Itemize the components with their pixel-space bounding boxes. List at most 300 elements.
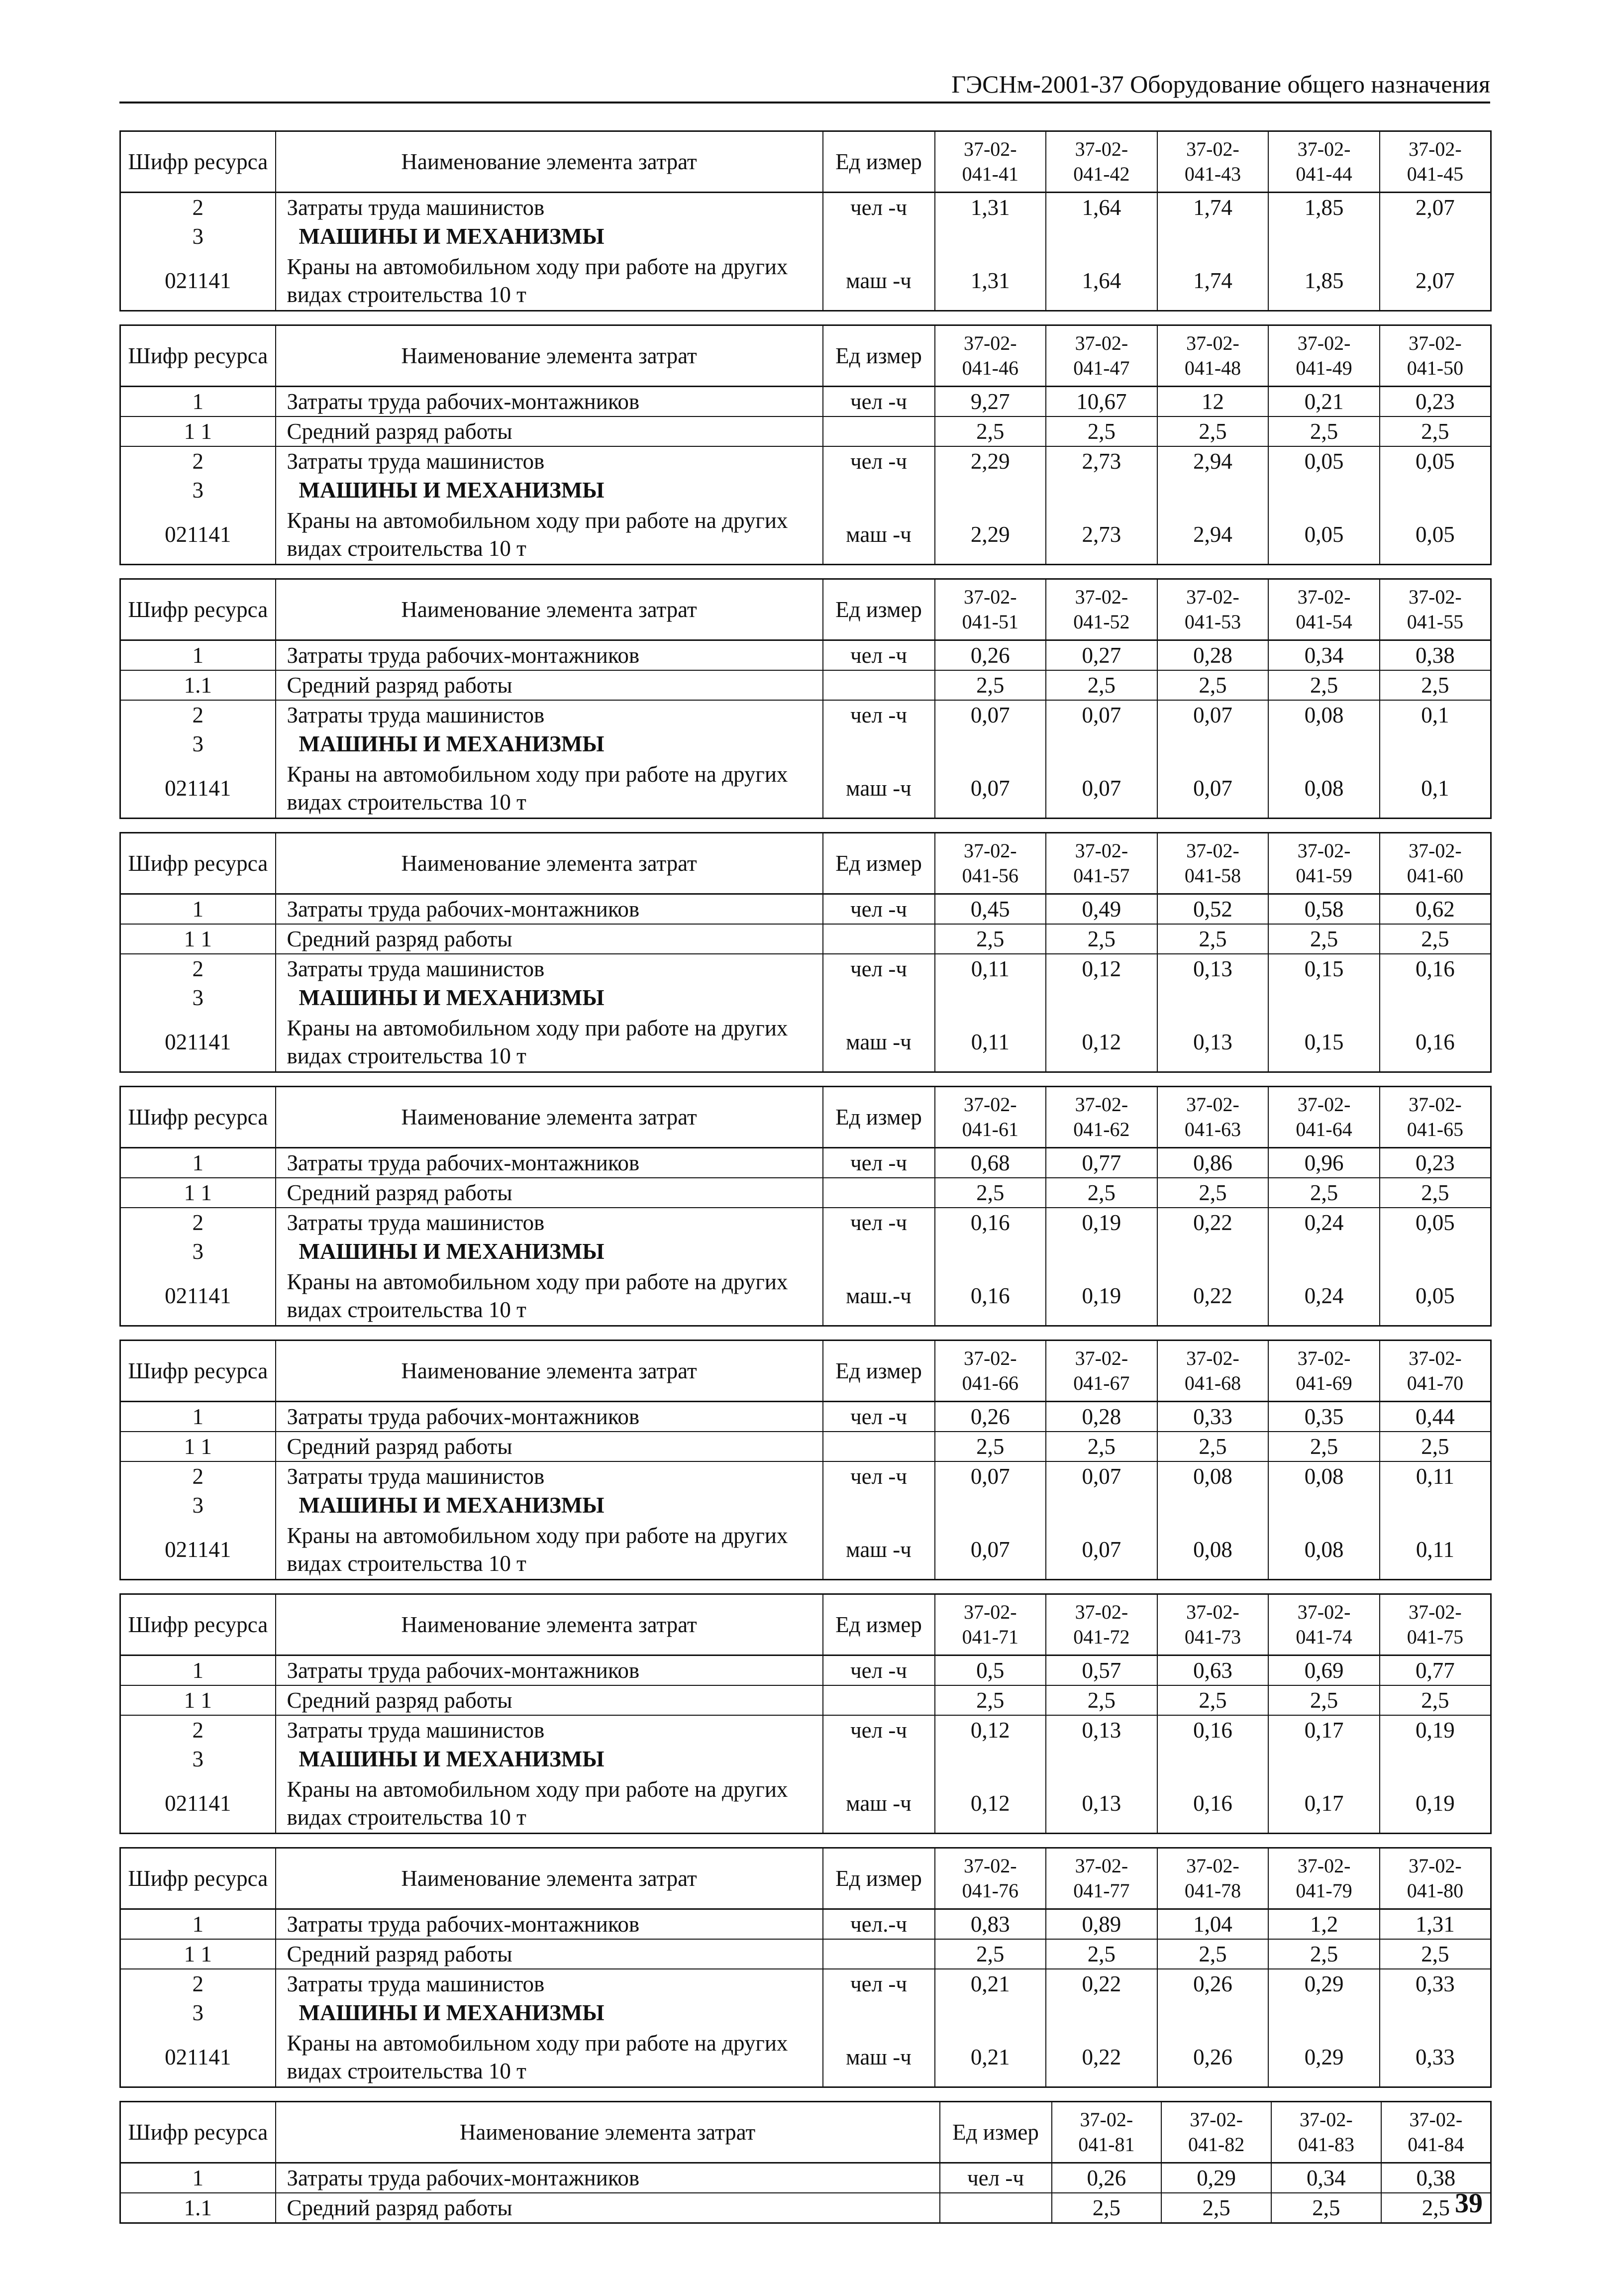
machine-row [120, 505, 1491, 565]
row-value: 0,13 [1046, 1715, 1157, 1745]
row-code: 021141 [120, 2027, 276, 2087]
header-name-label: Наименование элемента затрат [276, 833, 823, 894]
row-unit: чел -ч [823, 954, 935, 983]
row-value: 1,31 [935, 193, 1046, 222]
row-unit: чел -ч [823, 1715, 935, 1745]
row-value: 2,5 [1380, 924, 1491, 954]
norm-code-suffix: 041-60 [1407, 864, 1464, 887]
header-norm-code [1380, 131, 1491, 193]
table-row [120, 1685, 1491, 1715]
header-name-label: Наименование элемента затрат [276, 325, 823, 387]
norm-code-prefix: 37-02- [963, 1347, 1017, 1369]
row-name: Средний разряд работы [276, 670, 823, 700]
machine-row [120, 758, 1491, 819]
table-header-row [120, 131, 1491, 193]
resource-table [119, 832, 1492, 1073]
norm-code-prefix: 37-02- [963, 138, 1017, 160]
row-value: 2,5 [1046, 924, 1157, 954]
norm-code-suffix: 041-71 [962, 1626, 1018, 1648]
row-unit [823, 416, 935, 446]
row-value: 0,26 [1157, 1969, 1269, 1998]
running-header: ГЭСНм-2001-37 Оборудование общего назначения [951, 70, 1490, 98]
norm-code-suffix: 041-42 [1073, 163, 1130, 185]
row-code: 1 1 [120, 1432, 276, 1461]
table-header-row [120, 2102, 1491, 2163]
row-value [1380, 1237, 1491, 1266]
row-value: 2,5 [1381, 2193, 1491, 2223]
row-value: 9,27 [935, 387, 1046, 417]
row-value: 2,5 [1157, 924, 1269, 954]
row-value: 0,28 [1046, 1402, 1157, 1432]
header-norm-code [1046, 1594, 1157, 1655]
header-norm-code [1380, 1087, 1491, 1148]
row-value: 0,08 [1268, 758, 1380, 819]
header-norm-code [935, 1087, 1046, 1148]
row-value: 0,19 [1380, 1715, 1491, 1745]
row-value: 0,07 [1046, 1461, 1157, 1491]
row-value: 0,12 [935, 1773, 1046, 1834]
row-value: 0,05 [1268, 446, 1380, 476]
row-value: 1,2 [1268, 1909, 1380, 1940]
header-norm-code [1046, 325, 1157, 387]
norm-code-prefix: 37-02- [1075, 138, 1128, 160]
row-value [935, 729, 1046, 758]
row-unit: чел -ч [823, 1148, 935, 1178]
section-row [120, 1237, 1491, 1266]
row-code: 1.1 [120, 670, 276, 700]
norm-code-suffix: 041-47 [1073, 357, 1130, 379]
row-value: 0,26 [1157, 2027, 1269, 2087]
row-value: 2,5 [935, 670, 1046, 700]
row-value: 1,74 [1157, 251, 1269, 311]
norm-code-suffix: 041-77 [1073, 1879, 1130, 1902]
norm-code-prefix: 37-02- [1075, 839, 1128, 862]
row-value: 0,11 [1380, 1520, 1491, 1580]
row-unit [823, 1432, 935, 1461]
header-code-label: Шифр ресурса [120, 1087, 276, 1148]
norm-code-suffix: 041-46 [962, 357, 1018, 379]
row-unit: чел -ч [940, 2163, 1052, 2193]
row-unit [823, 1237, 935, 1266]
row-value [1046, 1237, 1157, 1266]
row-value: 1,74 [1157, 193, 1269, 222]
row-value: 2,5 [1046, 1432, 1157, 1461]
row-code: 2 [120, 954, 276, 983]
header-unit-label: Ед измер [940, 2102, 1052, 2163]
norm-code-prefix: 37-02- [1186, 839, 1239, 862]
row-name: Средний разряд работы [276, 1432, 823, 1461]
row-value [935, 1998, 1046, 2027]
header-norm-code [1052, 2102, 1162, 2163]
row-value: 0,15 [1268, 1012, 1380, 1072]
row-unit: чел -ч [823, 894, 935, 925]
row-name: МАШИНЫ И МЕХАНИЗМЫ [276, 476, 823, 505]
row-code: 2 [120, 446, 276, 476]
row-value: 2,73 [1046, 505, 1157, 565]
norm-code-suffix: 041-53 [1184, 611, 1241, 633]
row-name: Затраты труда машинистов [276, 1208, 823, 1237]
norm-code-prefix: 37-02- [1297, 1093, 1351, 1116]
header-code-label: Шифр ресурса [120, 833, 276, 894]
row-value: 1,31 [1380, 1909, 1491, 1940]
header-norm-code [1380, 1594, 1491, 1655]
row-unit [823, 1178, 935, 1208]
norm-code-suffix: 041-81 [1078, 2133, 1135, 2156]
row-value: 0,28 [1157, 640, 1269, 671]
row-value: 0,22 [1157, 1266, 1269, 1326]
row-value: 10,67 [1046, 387, 1157, 417]
row-unit: маш.-ч [823, 1266, 935, 1326]
row-value: 2,5 [1271, 2193, 1381, 2223]
table-row [120, 193, 1491, 222]
row-value: 0,22 [1046, 2027, 1157, 2087]
row-value: 0,12 [1046, 1012, 1157, 1072]
row-name: Затраты труда машинистов [276, 193, 823, 222]
table-row [120, 1939, 1491, 1969]
row-unit [823, 924, 935, 954]
table-row [120, 1655, 1491, 1686]
row-value: 0,08 [1157, 1461, 1269, 1491]
resource-table [119, 1086, 1492, 1327]
norm-code-suffix: 041-67 [1073, 1372, 1130, 1394]
row-value [1380, 983, 1491, 1012]
norm-code-prefix: 37-02- [1186, 586, 1239, 608]
row-value: 2,5 [1380, 1685, 1491, 1715]
row-value: 0,62 [1380, 894, 1491, 925]
table-header-row [120, 1848, 1491, 1909]
resource-table [119, 130, 1492, 311]
row-value: 0,19 [1046, 1266, 1157, 1326]
norm-code-prefix: 37-02- [1186, 138, 1239, 160]
row-value: 0,21 [1268, 387, 1380, 417]
row-value [1268, 476, 1380, 505]
row-code: 3 [120, 1745, 276, 1773]
row-value: 0,08 [1268, 700, 1380, 729]
row-code: 1 [120, 1655, 276, 1686]
row-value [1268, 729, 1380, 758]
norm-code-prefix: 37-02- [1409, 1347, 1462, 1369]
row-name: Краны на автомобильном ходу при работе на других видах строительства 10 т [276, 251, 823, 311]
row-value: 2,5 [1052, 2193, 1162, 2223]
row-value: 2,5 [935, 1939, 1046, 1969]
row-unit [823, 670, 935, 700]
row-name: Затраты труда рабочих-монтажников [276, 2163, 940, 2193]
row-name: Краны на автомобильном ходу при работе на других видах строительства 10 т [276, 1773, 823, 1834]
norm-code-prefix: 37-02- [1186, 1347, 1239, 1369]
table-header-row [120, 1594, 1491, 1655]
row-unit: чел -ч [823, 193, 935, 222]
row-code: 1 1 [120, 1939, 276, 1969]
table-row [120, 1402, 1491, 1432]
row-value: 0,33 [1157, 1402, 1269, 1432]
table-row [120, 387, 1491, 417]
row-value: 2,94 [1157, 446, 1269, 476]
row-value: 2,5 [935, 924, 1046, 954]
row-value [1268, 1491, 1380, 1520]
row-value: 0,13 [1157, 954, 1269, 983]
header-norm-code [1157, 1087, 1269, 1148]
row-code: 021141 [120, 1773, 276, 1834]
row-code: 1 [120, 387, 276, 417]
table-row [120, 2193, 1491, 2223]
row-value: 0,07 [935, 758, 1046, 819]
header-unit-label: Ед измер [823, 1594, 935, 1655]
norm-code-prefix: 37-02- [1409, 1855, 1462, 1877]
row-code: 1 1 [120, 1178, 276, 1208]
row-unit: чел -ч [823, 1208, 935, 1237]
row-unit: маш -ч [823, 758, 935, 819]
row-name: МАШИНЫ И МЕХАНИЗМЫ [276, 1237, 823, 1266]
row-value: 0,38 [1380, 640, 1491, 671]
norm-code-prefix: 37-02- [1075, 1601, 1128, 1623]
row-unit: чел.-ч [823, 1909, 935, 1940]
row-unit: чел -ч [823, 640, 935, 671]
norm-code-prefix: 37-02- [1186, 1601, 1239, 1623]
resource-table [119, 1340, 1492, 1580]
row-value [1157, 1491, 1269, 1520]
row-value [1380, 729, 1491, 758]
row-code: 3 [120, 1998, 276, 2027]
norm-code-prefix: 37-02- [1300, 2108, 1353, 2131]
row-code: 2 [120, 1208, 276, 1237]
row-name: Затраты труда рабочих-монтажников [276, 894, 823, 925]
row-value: 2,5 [1268, 670, 1380, 700]
row-value [1046, 222, 1157, 251]
row-value: 0,22 [1046, 1969, 1157, 1998]
header-norm-code [1046, 1341, 1157, 1402]
table-row [120, 1461, 1491, 1491]
row-code: 3 [120, 222, 276, 251]
row-value [1046, 983, 1157, 1012]
row-value: 1,31 [935, 251, 1046, 311]
row-value [1157, 983, 1269, 1012]
row-value [1380, 1745, 1491, 1773]
row-name: МАШИНЫ И МЕХАНИЗМЫ [276, 983, 823, 1012]
row-value: 0,23 [1380, 1148, 1491, 1178]
row-unit: маш -ч [823, 1520, 935, 1580]
norm-code-prefix: 37-02- [963, 332, 1017, 354]
row-value: 0,26 [1052, 2163, 1162, 2193]
row-value [1268, 1998, 1380, 2027]
header-norm-code [1046, 579, 1157, 640]
norm-code-prefix: 37-02- [963, 839, 1017, 862]
row-name: Затраты труда машинистов [276, 954, 823, 983]
page-number: 39 [1455, 2188, 1483, 2219]
row-unit: чел -ч [823, 700, 935, 729]
norm-code-prefix: 37-02- [1297, 586, 1351, 608]
row-value [1046, 1745, 1157, 1773]
norm-code-suffix: 041-45 [1407, 163, 1464, 185]
row-value: 2,5 [1268, 1178, 1380, 1208]
row-name: Затраты труда рабочих-монтажников [276, 1148, 823, 1178]
header-norm-code [1046, 833, 1157, 894]
row-name: Средний разряд работы [276, 1939, 823, 1969]
table-row [120, 640, 1491, 671]
header-code-label: Шифр ресурса [120, 2102, 276, 2163]
row-code: 1 [120, 1909, 276, 1940]
row-value: 2,5 [1380, 416, 1491, 446]
row-name: Средний разряд работы [276, 2193, 940, 2223]
row-value [1268, 222, 1380, 251]
header-norm-code [1381, 2102, 1491, 2163]
row-unit [823, 1939, 935, 1969]
row-name: МАШИНЫ И МЕХАНИЗМЫ [276, 1998, 823, 2027]
header-norm-code [1380, 833, 1491, 894]
table-row [120, 670, 1491, 700]
header-norm-code [1268, 325, 1380, 387]
row-value [935, 983, 1046, 1012]
row-value: 0,34 [1271, 2163, 1381, 2193]
norm-code-prefix: 37-02- [1297, 1601, 1351, 1623]
norm-code-prefix: 37-02- [1297, 839, 1351, 862]
row-name: Краны на автомобильном ходу при работе на других видах строительства 10 т [276, 505, 823, 565]
row-value: 2,5 [1157, 1939, 1269, 1969]
row-unit: маш -ч [823, 1012, 935, 1072]
row-value: 0,05 [1268, 505, 1380, 565]
row-unit [823, 983, 935, 1012]
table-row [120, 700, 1491, 729]
row-value: 0,17 [1268, 1773, 1380, 1834]
table-header-row [120, 325, 1491, 387]
row-value: 0,77 [1380, 1655, 1491, 1686]
row-unit [823, 1998, 935, 2027]
row-value: 0,16 [935, 1208, 1046, 1237]
header-norm-code [1046, 131, 1157, 193]
row-value: 0,07 [1157, 758, 1269, 819]
row-unit [823, 1745, 935, 1773]
row-name: МАШИНЫ И МЕХАНИЗМЫ [276, 1745, 823, 1773]
row-value: 2,07 [1380, 251, 1491, 311]
row-value [1268, 1237, 1380, 1266]
row-code: 1 [120, 894, 276, 925]
row-value: 12 [1157, 387, 1269, 417]
row-value: 0,68 [935, 1148, 1046, 1178]
row-value: 2,73 [1046, 446, 1157, 476]
section-row [120, 222, 1491, 251]
row-value: 0,29 [1268, 1969, 1380, 1998]
row-name: Затраты труда рабочих-монтажников [276, 1655, 823, 1686]
table-row [120, 894, 1491, 925]
row-value: 0,29 [1161, 2163, 1271, 2193]
row-value: 0,35 [1268, 1402, 1380, 1432]
header-unit-label: Ед измер [823, 131, 935, 193]
row-value: 2,5 [935, 416, 1046, 446]
norm-code-suffix: 041-78 [1184, 1879, 1241, 1902]
table-row [120, 1969, 1491, 1998]
header-norm-code [1157, 1594, 1269, 1655]
norm-code-suffix: 041-48 [1184, 357, 1241, 379]
norm-code-suffix: 041-66 [962, 1372, 1018, 1394]
norm-code-suffix: 041-56 [962, 864, 1018, 887]
row-value: 0,07 [1046, 1520, 1157, 1580]
norm-code-suffix: 041-61 [962, 1118, 1018, 1140]
norm-code-suffix: 041-55 [1407, 611, 1464, 633]
table-header-row [120, 1087, 1491, 1148]
resource-table [119, 2101, 1492, 2224]
header-norm-code [1271, 2102, 1381, 2163]
row-value: 0,52 [1157, 894, 1269, 925]
machine-row [120, 251, 1491, 311]
header-norm-code [1380, 1341, 1491, 1402]
norm-code-suffix: 041-52 [1073, 611, 1130, 633]
header-norm-code [935, 1341, 1046, 1402]
row-value: 2,94 [1157, 505, 1269, 565]
row-value [1157, 1998, 1269, 2027]
norm-code-suffix: 041-43 [1184, 163, 1241, 185]
row-value: 0,11 [935, 954, 1046, 983]
resource-tables [119, 130, 1490, 2237]
header-name-label: Наименование элемента затрат [276, 2102, 940, 2163]
norm-code-suffix: 041-83 [1298, 2133, 1355, 2156]
row-unit [823, 1685, 935, 1715]
header-norm-code [1161, 2102, 1271, 2163]
row-name: Затраты труда машинистов [276, 1461, 823, 1491]
header-norm-code [1380, 325, 1491, 387]
norm-code-prefix: 37-02- [1075, 1347, 1128, 1369]
header-code-label: Шифр ресурса [120, 1341, 276, 1402]
norm-code-suffix: 041-44 [1296, 163, 1352, 185]
row-name: Затраты труда рабочих-монтажников [276, 1909, 823, 1940]
norm-code-prefix: 37-02- [1186, 1093, 1239, 1116]
header-unit-label: Ед измер [823, 325, 935, 387]
row-code: 2 [120, 1969, 276, 1998]
row-code: 1 [120, 640, 276, 671]
row-value: 0,15 [1268, 954, 1380, 983]
table-row [120, 1178, 1491, 1208]
norm-code-prefix: 37-02- [1080, 2108, 1133, 2131]
header-name-label: Наименование элемента затрат [276, 1087, 823, 1148]
row-code: 2 [120, 700, 276, 729]
norm-code-suffix: 041-58 [1184, 864, 1241, 887]
norm-code-suffix: 041-65 [1407, 1118, 1464, 1140]
norm-code-prefix: 37-02- [963, 586, 1017, 608]
row-value: 0,16 [1157, 1773, 1269, 1834]
header-norm-code [935, 1848, 1046, 1909]
row-value [1380, 1491, 1491, 1520]
row-value [935, 476, 1046, 505]
header-code-label: Шифр ресурса [120, 1594, 276, 1655]
row-value [935, 1491, 1046, 1520]
header-code-label: Шифр ресурса [120, 325, 276, 387]
row-name: Краны на автомобильном ходу при работе на других видах строительства 10 т [276, 1266, 823, 1326]
header-norm-code [1268, 579, 1380, 640]
row-code: 1 [120, 1402, 276, 1432]
row-value: 0,07 [1157, 700, 1269, 729]
row-value: 0,08 [1268, 1520, 1380, 1580]
row-code: 1 1 [120, 924, 276, 954]
machine-row [120, 2027, 1491, 2087]
row-value [1268, 983, 1380, 1012]
row-value: 0,44 [1380, 1402, 1491, 1432]
norm-code-prefix: 37-02- [963, 1093, 1017, 1116]
row-value: 0,12 [1046, 954, 1157, 983]
row-value: 0,23 [1380, 387, 1491, 417]
row-value: 0,89 [1046, 1909, 1157, 1940]
row-value: 0,05 [1380, 505, 1491, 565]
table-row [120, 1909, 1491, 1940]
row-unit [823, 222, 935, 251]
row-value [1380, 222, 1491, 251]
header-name-label: Наименование элемента затрат [276, 579, 823, 640]
row-value: 0,63 [1157, 1655, 1269, 1686]
row-value: 0,27 [1046, 640, 1157, 671]
row-value: 2,5 [1046, 1685, 1157, 1715]
row-value: 0,77 [1046, 1148, 1157, 1178]
row-value [1157, 729, 1269, 758]
row-value: 0,05 [1380, 446, 1491, 476]
header-code-label: Шифр ресурса [120, 131, 276, 193]
row-value: 2,5 [1268, 1432, 1380, 1461]
